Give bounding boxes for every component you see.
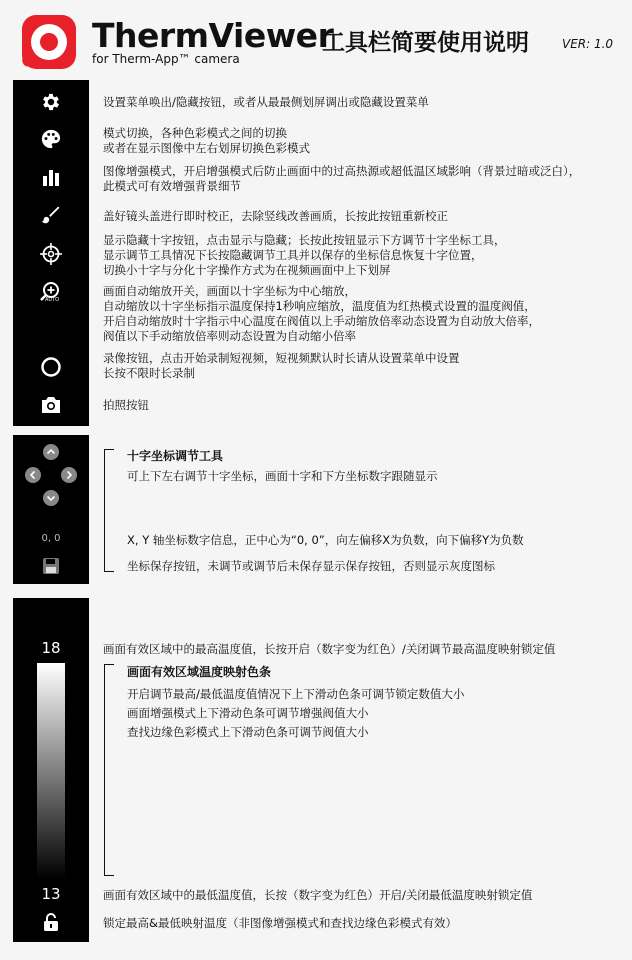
coords-desc: X, Y 轴坐标数字信息，正中心为“0, 0”，向左偏移X为负数，向下偏移Y为负数 — [127, 533, 524, 547]
auto-zoom-label: AUTO — [45, 297, 60, 303]
record-desc-2: 长按不限时长录制 — [103, 366, 195, 380]
max-temp-value[interactable]: 18 — [41, 639, 61, 657]
crosshair-desc-2: 显示调节工具情况下长按隐藏调节工具并以保存的坐标信息恢复十字位置， — [103, 248, 483, 262]
bar-chart-icon[interactable] — [38, 165, 64, 189]
crosshair-desc-3: 切换小十字与分化十字操作方式为在视频画面中上下划屏 — [103, 263, 391, 277]
version-label: VER: 1.0 — [562, 37, 614, 51]
arrow-left-icon[interactable] — [24, 466, 42, 484]
color-bar-title: 画面有效区域温度映射色条 — [127, 665, 272, 679]
color-bar-desc-3: 查找边缘色彩模式上下滑动色条可调节阀值大小 — [127, 725, 369, 739]
enhance-desc-2: 此模式可有效增强背景细节 — [103, 179, 241, 193]
zoom-desc-1: 画面自动缩放开关，画面以十字坐标为中心缩放， — [103, 284, 356, 298]
arrow-right-icon[interactable] — [60, 466, 78, 484]
subtitle: for Therm-App™ camera — [92, 52, 240, 66]
page-title: 工具栏简要使用说明 — [322, 30, 529, 56]
palette-desc-1: 模式切换，各种色彩模式之间的切换 — [103, 126, 287, 140]
record-desc-1: 录像按钮，点击开始录制短视频，短视频默认时长请从设置菜单中设置 — [103, 351, 460, 365]
photo-desc: 拍照按钮 — [103, 398, 149, 412]
calibrate-desc: 盖好镜头盖进行即时校正，去除竖线改善画质，长按此按钮重新校正 — [103, 209, 448, 223]
crosshair-bracket — [104, 449, 114, 572]
record-icon[interactable] — [38, 354, 64, 380]
crosshair-tool-title: 十字坐标调节工具 — [127, 449, 224, 463]
settings-desc: 设置菜单唤出/隐藏按钮，或者从最最侧划屏调出或隐藏设置菜单 — [103, 95, 429, 109]
crosshair-tool-desc: 可上下左右调节十字坐标，画面十字和下方坐标数字跟随显示 — [127, 469, 438, 483]
brand-name: ThermViewer — [92, 16, 334, 55]
crosshair-coords: 0, 0 — [41, 533, 61, 544]
lock-desc: 锁定最高&最低映射温度（非图像增强模式和查找边缘色彩模式有效） — [103, 916, 457, 930]
gear-icon[interactable] — [38, 90, 64, 114]
zoom-desc-2: 自动缩放以十字坐标指示温度保持1秒响应缩放，温度值为红热模式设置的温度阀值， — [103, 299, 536, 313]
lock-icon[interactable] — [40, 910, 62, 934]
color-bar-bracket — [104, 664, 114, 876]
color-bar-desc-2: 画面增强模式上下滑动色条可调节增强阀值大小 — [127, 706, 369, 720]
palette-icon[interactable] — [38, 127, 64, 151]
max-temp-desc: 画面有效区域中的最高温度值，长按开启（数字变为红色）/关闭调节最高温度映射锁定值 — [103, 642, 556, 656]
camera-icon[interactable] — [38, 393, 64, 417]
temperature-color-bar[interactable] — [37, 663, 65, 879]
color-bar-desc-1: 开启调节最高/最低温度值情况下上下滑动色条可调节锁定数值大小 — [127, 687, 465, 701]
crosshair-desc-1: 显示隐藏十字按钮，点击显示与隐藏；长按此按钮显示下方调节十字坐标工具， — [103, 233, 506, 247]
min-temp-value[interactable]: 13 — [41, 885, 61, 903]
zoom-desc-4: 阀值以下手动缩放倍率则动态设置为自动缩小倍率 — [103, 329, 356, 343]
app-logo — [22, 15, 76, 69]
palette-desc-2: 或者在显示图像中左右划屏切换色彩模式 — [103, 141, 310, 155]
enhance-desc-1: 图像增强模式，开启增强模式后防止画面中的过高热源或超低温区域影响（背景过暗或泛白）， — [103, 164, 581, 178]
brush-icon[interactable] — [38, 203, 64, 227]
save-icon[interactable] — [40, 556, 62, 576]
min-temp-desc: 画面有效区域中的最低温度值，长按（数字变为红色）开启/关闭最低温度映射锁定值 — [103, 888, 533, 902]
zoom-desc-3: 开启自动缩放时十字指示中心温度在阀值以上手动缩放倍率动态设置为自动放大倍率， — [103, 314, 540, 328]
save-desc: 坐标保存按钮，未调节或调节后未保存显示保存按钮，否则显示灰度图标 — [127, 559, 495, 573]
arrow-up-icon[interactable] — [42, 443, 60, 461]
arrow-down-icon[interactable] — [42, 489, 60, 507]
crosshair-icon[interactable] — [37, 241, 65, 267]
